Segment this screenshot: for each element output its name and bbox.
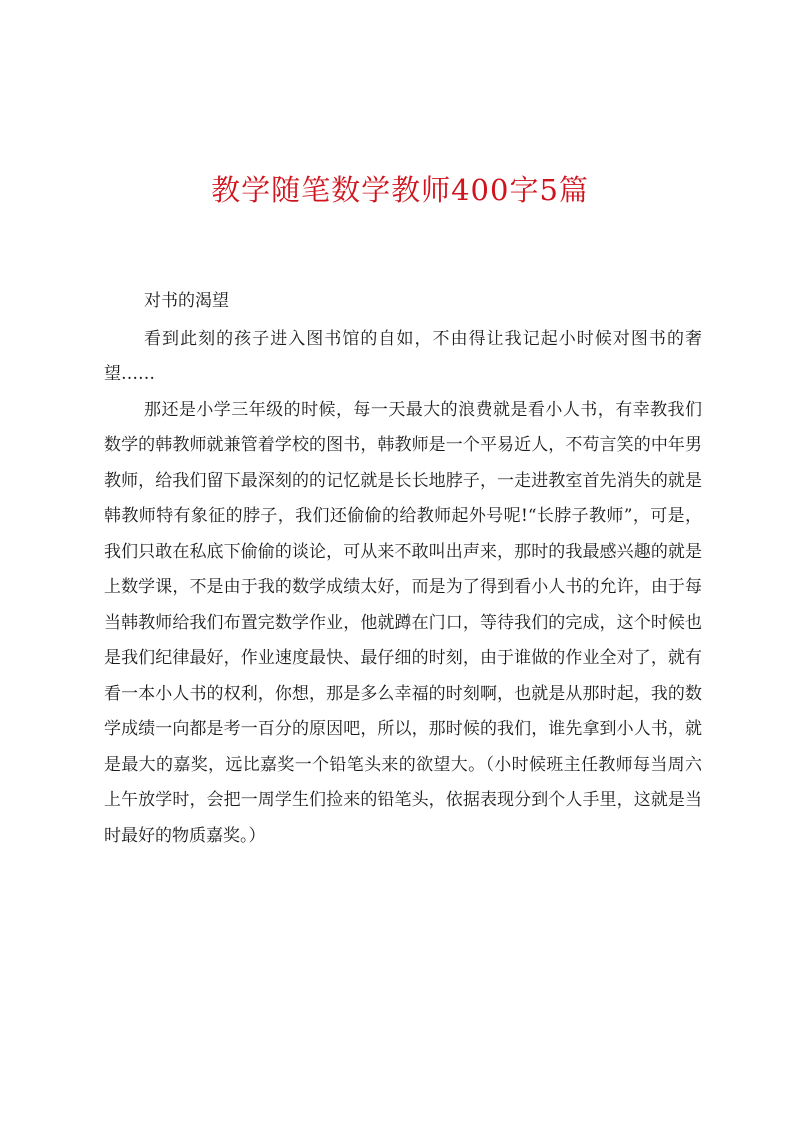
paragraph: 那还是小学三年级的时候，每一天最大的浪费就是看小人书，有幸教我们数学的韩教师就兼管着学校的图书，韩教师是一个平易近人，不苟言笑的中年男教师，给我们留下最深刻的的记忆就是长长地脖子，一走进教室首先消失的就是韩教师特有象征的脖子，我们还偷偷的给教师起外号呢!“长脖子教师”，可是，我们只敢在私底下偷偷的谈论，可从来不敢叫出声来，那时的我最感兴趣的就是上数学课，不是由于我的数学成绩太好，而是为了得到看小人书的允许，由于每当韩教师给我们布置完数学作业，他就蹲在门口，等待我们的完成，这个时候也是我们纪律最好，作业速度最快、最仔细的时刻，由于谁做的作业全对了，就有看一本小人书的权利，你想，那是多么幸福的时刻啊，也就是从那时起，我的数学成绩一向都是考一百分的原因吧，所以，那时候的我们，谁先拿到小人书，就是最大的嘉奖，远比嘉奖一个铅笔头来的欲望大。（小时候班主任教师每当周六上午放学时，会把一周学生们捡来的铅笔头，依据表现分到个人手里，这就是当时最好的物质嘉奖。） — [104, 399, 702, 846]
section-heading: 对书的渴望 — [144, 291, 229, 311]
document-body — [104, 284, 702, 854]
paragraph: 看到此刻的孩子进入图书馆的自如，不由得让我记起小时候对图书的奢望…… — [104, 328, 702, 384]
document-title: 教学随笔数学教师400字5篇 — [211, 173, 589, 207]
